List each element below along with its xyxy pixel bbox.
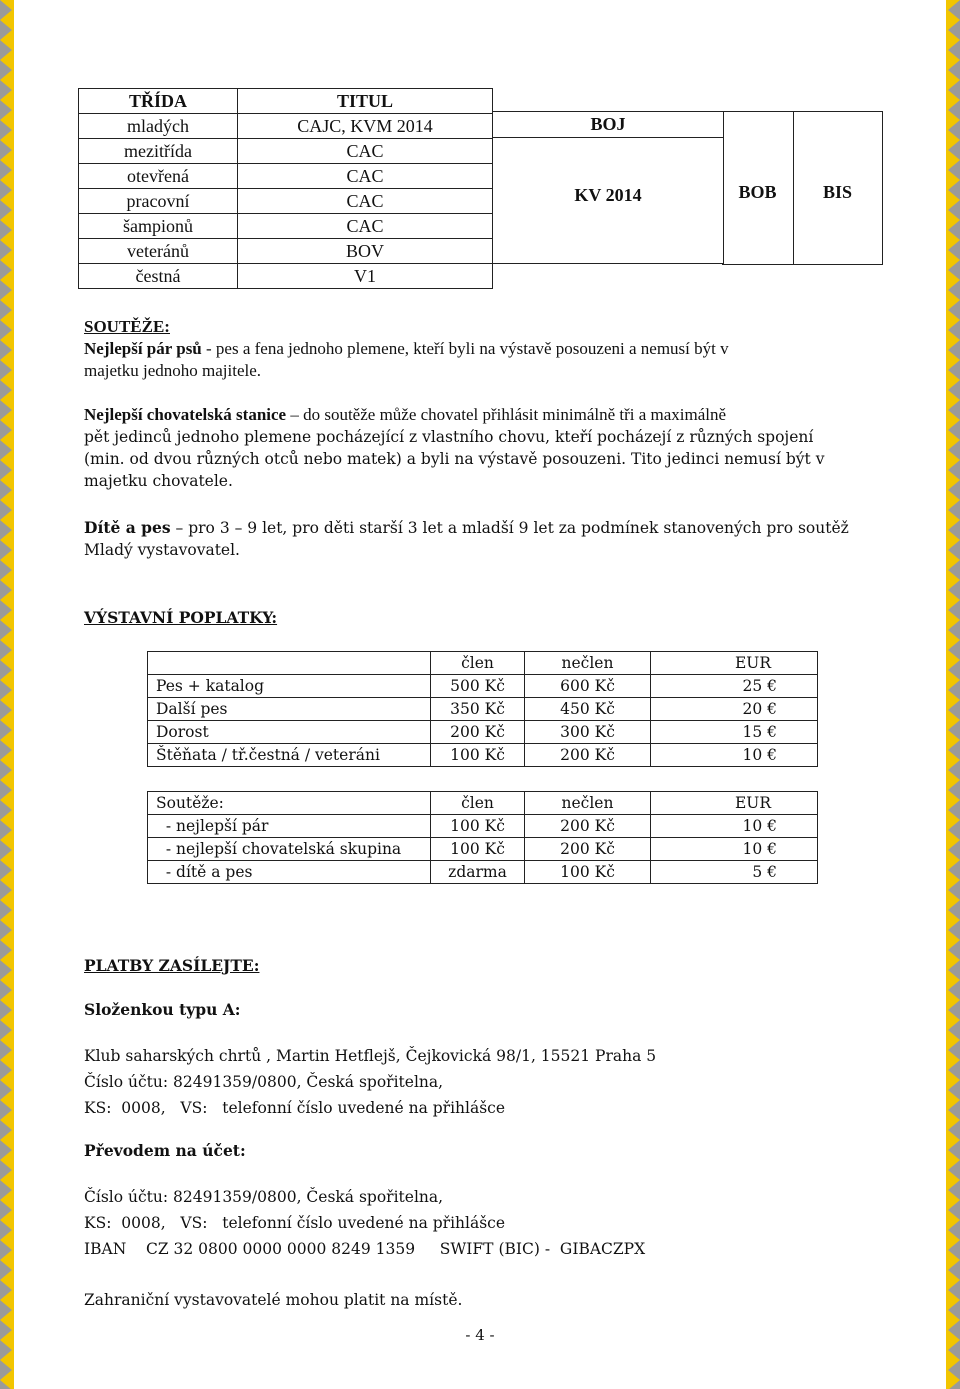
postal-symbols: KS: 0008, VS: telefonní číslo uvedené na přihlášce: [84, 1099, 506, 1117]
transfer-block: [84, 1184, 884, 1262]
comp-header-eur: EUR: [651, 792, 818, 815]
fee-label: Štěňata / tř.čestná / veteráni: [148, 744, 431, 767]
title-cell: BOV: [238, 239, 493, 264]
fee-nonmember: 300 Kč: [525, 721, 651, 744]
transfer-account: Číslo účtu: 82491359/0800, Česká spořitelna,: [84, 1188, 444, 1206]
transfer-iban: IBAN CZ 32 0800 0000 0000 8249 1359 SWIFT (BIC) - GIBACZPX: [84, 1240, 646, 1258]
fees-heading: [84, 607, 884, 629]
title-cell: V1: [238, 264, 493, 289]
child-text-2: Mladý vystavovatel.: [84, 541, 240, 559]
fee-label: Dorost: [148, 721, 431, 744]
title-cell: CAC: [238, 164, 493, 189]
header-title: TITUL: [238, 89, 493, 114]
child-section: [84, 517, 884, 561]
bis-cell: BIS: [793, 111, 883, 265]
comp-label: - nejlepší pár: [148, 815, 431, 838]
fee-nonmember: 450 Kč: [525, 698, 651, 721]
class-cell: čestná: [79, 264, 238, 289]
fee-member: 350 Kč: [431, 698, 525, 721]
kennel-title: Nejlepší chovatelská stanice: [84, 405, 287, 424]
postal-block: [84, 1043, 884, 1121]
comp-nonmember: 200 Kč: [525, 838, 651, 861]
comp-label: - nejlepší chovatelská skupina: [148, 838, 431, 861]
comp-member: zdarma: [431, 861, 525, 884]
competition-fees-table: [147, 791, 818, 884]
title-cell: CAC: [238, 139, 493, 164]
fee-header-eur: EUR: [651, 652, 818, 675]
class-cell: veteránů: [79, 239, 238, 264]
kennel-text-4: majetku chovatele.: [84, 472, 233, 490]
competitions-section: [84, 316, 884, 382]
competitions-heading: SOUTĚŽE:: [84, 317, 170, 336]
table-row: [148, 721, 818, 744]
pair-text-cont: majetku jednoho majitele.: [84, 361, 262, 380]
table-row: [148, 861, 818, 884]
comp-nonmember: 100 Kč: [525, 861, 651, 884]
fee-header-member: člen: [431, 652, 525, 675]
pair-text: - pes a fena jednoho plemene, kteří byli na výstavě posouzeni a nemusí být v: [201, 339, 729, 358]
classes-table: [78, 88, 493, 289]
pair-title: Nejlepší pár psů: [84, 339, 202, 358]
comp-header-member: člen: [431, 792, 525, 815]
kennel-text-3: (min. od dvou různých otců nebo matek) a byli na výstavě posouzeni. Tito jedinci nemusí být v: [84, 450, 825, 468]
comp-eur: 5 €: [651, 861, 818, 884]
class-cell: mladých: [79, 114, 238, 139]
comp-eur: 10 €: [651, 815, 818, 838]
title-cell: CAC: [238, 214, 493, 239]
bob-cell: BOB: [722, 111, 794, 265]
child-title: Dítě a pes: [84, 518, 171, 537]
class-cell: pracovní: [79, 189, 238, 214]
table-row: [148, 838, 818, 861]
foreign-note: Zahraniční vystavovatelé mohou platit na místě.: [84, 1291, 463, 1309]
fee-label: Další pes: [148, 698, 431, 721]
class-cell: šampionů: [79, 214, 238, 239]
fee-nonmember: 200 Kč: [525, 744, 651, 767]
comp-header-nonmember: nečlen: [525, 792, 651, 815]
title-cell: CAJC, KVM 2014: [238, 114, 493, 139]
transfer-heading: Převodem na účet:: [84, 1141, 246, 1160]
fee-eur: 10 €: [651, 744, 818, 767]
child-text: – pro 3 – 9 let, pro děti starší 3 let a mladší 9 let za podmínek stanovených pro soutěž: [170, 519, 849, 537]
fee-member: 200 Kč: [431, 721, 525, 744]
postal-account: Číslo účtu: 82491359/0800, Česká spořitelna,: [84, 1073, 444, 1091]
class-cell: otevřená: [79, 164, 238, 189]
right-decorative-border: [946, 0, 960, 1389]
fee-header-nonmember: nečlen: [525, 652, 651, 675]
comp-header-label: Soutěže:: [148, 792, 431, 815]
page-number: - 4 -: [465, 1326, 495, 1344]
table-row: [148, 815, 818, 838]
comp-member: 100 Kč: [431, 815, 525, 838]
postal-address: Klub saharských chrtů , Martin Hetflejš, Čejkovická 98/1, 15521 Praha 5: [84, 1047, 657, 1065]
kennel-text: – do soutěže může chovatel přihlásit minimálně tři a maximálně: [286, 405, 727, 424]
comp-member: 100 Kč: [431, 838, 525, 861]
comp-nonmember: 200 Kč: [525, 815, 651, 838]
fee-nonmember: 600 Kč: [525, 675, 651, 698]
fee-header-label: [148, 652, 431, 675]
fee-eur: 25 €: [651, 675, 818, 698]
postal-heading: Složenkou typu A:: [84, 1000, 241, 1019]
fees-heading-text: VÝSTAVNÍ POPLATKY:: [84, 608, 278, 627]
payments-heading: [84, 955, 884, 977]
fee-member: 500 Kč: [431, 675, 525, 698]
kv-cell: KV 2014: [492, 137, 724, 264]
class-cell: mezitřída: [79, 139, 238, 164]
fees-table: [147, 651, 818, 767]
comp-eur: 10 €: [651, 838, 818, 861]
kennel-section: [84, 404, 884, 492]
fee-eur: 15 €: [651, 721, 818, 744]
table-row: [148, 744, 818, 767]
transfer-symbols: KS: 0008, VS: telefonní číslo uvedené na přihlášce: [84, 1214, 506, 1232]
fee-member: 100 Kč: [431, 744, 525, 767]
table-row: [148, 698, 818, 721]
comp-label: - dítě a pes: [148, 861, 431, 884]
header-class: TŘÍDA: [79, 89, 238, 114]
left-decorative-border: [0, 0, 14, 1389]
fee-eur: 20 €: [651, 698, 818, 721]
table-row: [148, 675, 818, 698]
kennel-text-2: pět jedinců jednoho plemene pocházející z vlastního chovu, kteří pocházejí z různých spojení: [84, 428, 814, 446]
title-cell: CAC: [238, 189, 493, 214]
payments-heading-text: PLATBY ZASÍLEJTE:: [84, 956, 260, 975]
fee-label: Pes + katalog: [148, 675, 431, 698]
boj-cell: BOJ: [492, 111, 724, 138]
